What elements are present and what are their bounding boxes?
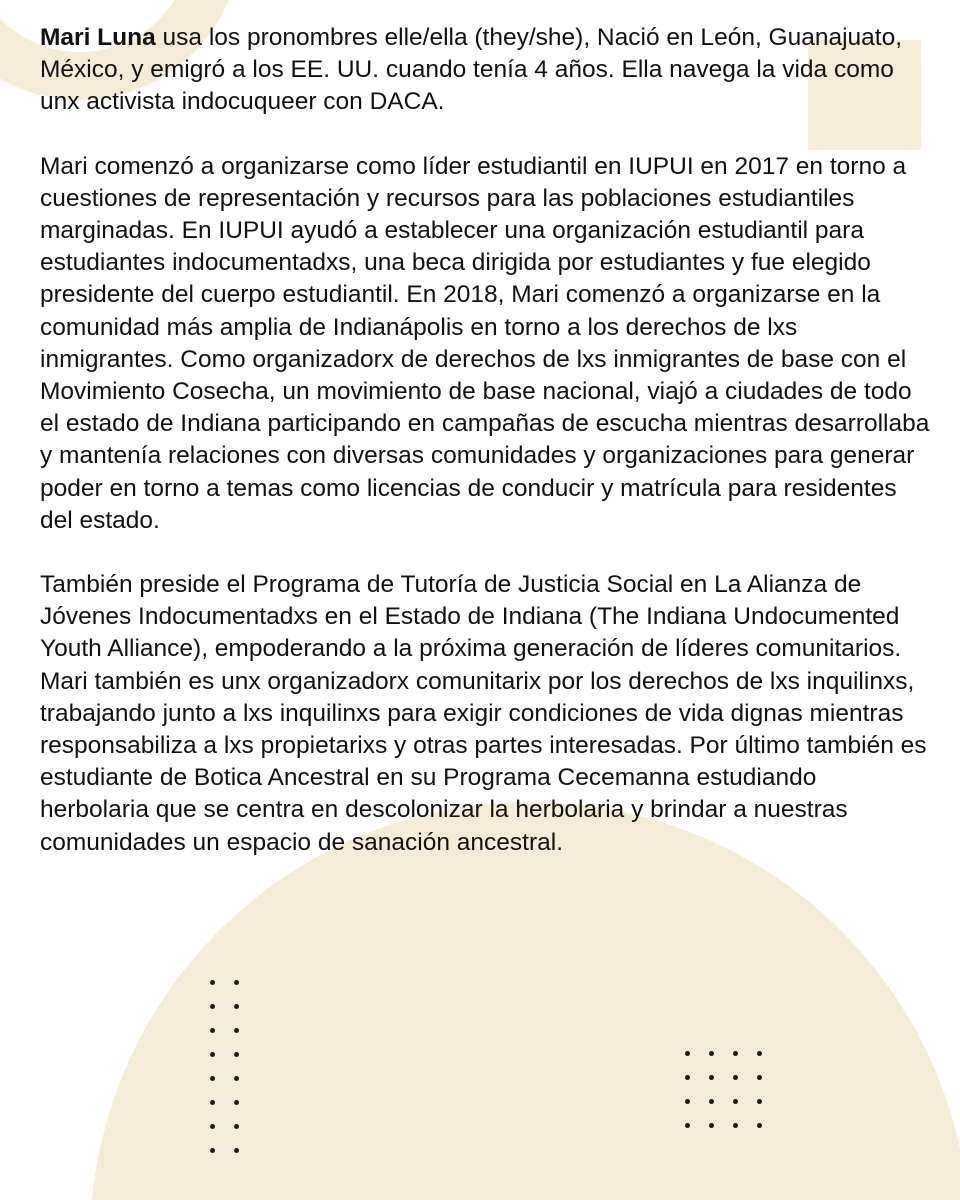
dot xyxy=(234,1004,239,1009)
dot xyxy=(733,1051,738,1056)
dot xyxy=(685,1051,690,1056)
dot xyxy=(234,1148,239,1153)
bio-paragraph-3: También preside el Programa de Tutoría de Justicia Social en La Alianza de Jóvenes Indocumentadxs en el Estado de Indiana (The Indiana Undocumented Youth Alliance), empoderando a la próxima generación de líderes comunitarios. Mari también es unx organizadorx comunitarix por los derechos de lxs inquilinxs, trabajando junto a lxs inquilinxs para exigir condiciones de vida dignas mientras responsabiliza a lxs propietarixs y otras partes interesadas. Por último también es estudiante de Botica Ancestral en su Programa Cecemanna estudiando herbolaria que se centra en descolonizar la herbolaria y brindar a nuestras comunidades un espacio de sanación ancestral. xyxy=(40,571,927,856)
dot xyxy=(210,1124,215,1129)
person-name: Mari Luna xyxy=(40,24,156,51)
dot xyxy=(709,1051,714,1056)
dot xyxy=(234,1028,239,1033)
dot-pattern-left xyxy=(210,980,239,1153)
dot xyxy=(234,1124,239,1129)
intro-text: usa los pronombres elle/ella (they/she), Nació en León, Guanajuato, México, y emigró a los EE. UU. cuando tenía 4 años. Ella navega la vida como unx activista indocuqueer con DACA. xyxy=(40,24,903,116)
dot xyxy=(709,1099,714,1104)
dot xyxy=(234,1052,239,1057)
bio-paragraph-intro xyxy=(40,22,930,119)
dot xyxy=(685,1123,690,1128)
dot xyxy=(234,1076,239,1081)
dot xyxy=(210,1028,215,1033)
dot xyxy=(757,1099,762,1104)
dot xyxy=(709,1075,714,1080)
dot xyxy=(733,1123,738,1128)
dot xyxy=(757,1075,762,1080)
dot xyxy=(210,1148,215,1153)
bio-paragraph-2: Mari comenzó a organizarse como líder estudiantil en IUPUI en 2017 en torno a cuestiones de representación y recursos para las poblaciones estudiantiles marginadas. En IUPUI ayudó a establecer una organización estudiantil para estudiantes indocumentadxs, una beca dirigida por estudiantes y fue elegido presidente del cuerpo estudiantil. En 2018, Mari comenzó a organizarse en la comunidad más amplia de Indianápolis en torno a los derechos de lxs inmigrantes. Como organizadorx de derechos de lxs inmigrantes de base con el Movimiento Cosecha, un movimiento de base nacional, viajó a ciudades de todo el estado de Indiana participando en campañas de escucha mientras desarrollaba y mantenía relaciones con diversas comunidades y organizaciones para generar poder en torno a temas como licencias de conducir y matrícula para residentes del estado. xyxy=(40,152,930,534)
dot xyxy=(210,1076,215,1081)
dot xyxy=(757,1051,762,1056)
dot xyxy=(685,1099,690,1104)
dot xyxy=(709,1123,714,1128)
dot xyxy=(210,1004,215,1009)
dot xyxy=(757,1123,762,1128)
dot xyxy=(210,980,215,985)
dot-pattern-right xyxy=(685,1051,762,1128)
bio-text xyxy=(40,22,930,891)
dot xyxy=(733,1075,738,1080)
dot xyxy=(733,1099,738,1104)
dot xyxy=(234,980,239,985)
dot xyxy=(210,1100,215,1105)
dot xyxy=(234,1100,239,1105)
dot xyxy=(210,1052,215,1057)
dot xyxy=(685,1075,690,1080)
